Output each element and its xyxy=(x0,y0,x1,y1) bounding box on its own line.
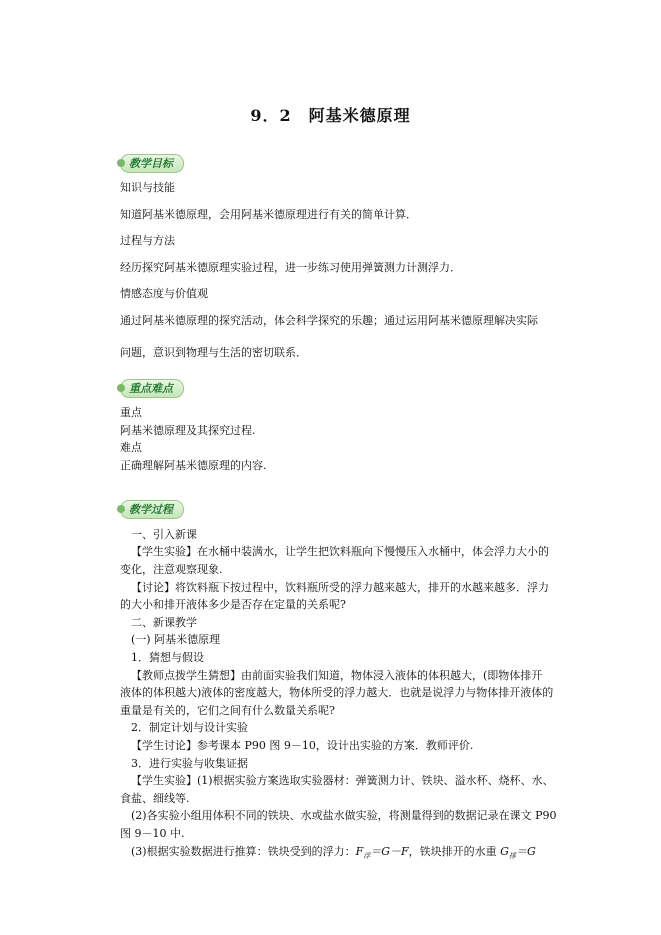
process-line-3: 变化，注意观察现象. xyxy=(120,563,223,576)
process-line-17: (2)各实验小组用体积不同的铁块、水或盐水做实验，将测量得到的数据记录在课文 P90 xyxy=(131,809,557,822)
section-badge-keypoints: 重点难点 xyxy=(120,379,184,398)
process-line-19-text-b: ，铁块排开的水重 xyxy=(408,845,501,858)
process-line-5: 的大小和排开液体多少是否存在定量的关系呢? xyxy=(120,598,346,611)
keypoints-heading-difficulty: 难点 xyxy=(120,441,142,454)
process-line-19-text-a: (3)根据实验数据进行推算：铁块受到的浮力： xyxy=(131,845,356,858)
section-badge-process: 教学过程 xyxy=(120,500,184,519)
objectives-heading-attitude: 情感态度与价值观 xyxy=(120,287,208,300)
process-line-9: 【教师点拨学生猜想】由前面实验我们知道，物体浸入液体的体积越大，(即物体排开 xyxy=(131,669,543,682)
keypoints-text-difficulty: 正确理解阿基米德原理的内容. xyxy=(120,459,267,472)
process-line-14: 3．进行实验与收集证据 xyxy=(131,757,248,770)
objectives-heading-process: 过程与方法 xyxy=(120,234,175,247)
process-line-15: 【学生实验】(1)根据实验方案选取实验器材：弹簧测力计、铁块、溢水杯、烧杯、水、 xyxy=(131,774,554,787)
process-line-6: 二、新课教学 xyxy=(131,616,197,629)
keypoints-heading-key: 重点 xyxy=(120,406,142,419)
objectives-text-attitude-1: 通过阿基米德原理的探究活动，体会科学探究的乐趣；通过运用阿基米德原理解决实际 xyxy=(120,314,538,327)
process-line-13: 【学生讨论】参考课本 P90 图 9－10，设计出实验的方案．教师评价. xyxy=(131,739,474,752)
page-title: 9．2 阿基米德原理 xyxy=(250,106,411,125)
process-line-12: 2．制定计划与设计实验 xyxy=(131,721,248,734)
section-badge-objectives: 教学目标 xyxy=(120,154,184,173)
buoyancy-formula-rest: ＝G－F xyxy=(370,845,409,858)
process-line-11: 重量是有关的，它们之间有什么数量关系呢? xyxy=(120,704,335,717)
process-line-16: 食盐、细线等. xyxy=(120,792,190,805)
objectives-text-process: 经历探究阿基米德原理实验过程，进一步练习使用弹簧测力计测浮力． xyxy=(120,261,461,274)
process-line-8: 1．猜想与假设 xyxy=(131,651,204,664)
objectives-text-attitude-2: 问题，意识到物理与生活的密切联系． xyxy=(120,346,307,359)
process-line-1: 一、引入新课 xyxy=(131,528,197,541)
keypoints-text-key: 阿基米德原理及其探究过程. xyxy=(120,424,256,437)
displaced-weight-rest: ＝G xyxy=(515,845,536,858)
displaced-weight-sub: 排 xyxy=(508,852,516,861)
objectives-text-knowledge: 知道阿基米德原理，会用阿基米德原理进行有关的简单计算． xyxy=(120,208,417,221)
buoyancy-formula-symbol: F xyxy=(355,845,364,858)
process-line-7: (一) 阿基米德原理 xyxy=(131,633,221,646)
objectives-heading-knowledge: 知识与技能 xyxy=(120,181,175,194)
process-line-18: 图 9－10 中. xyxy=(120,827,185,840)
process-line-19 xyxy=(120,845,576,863)
process-line-2: 【学生实验】在水桶中装满水，让学生把饮料瓶向下慢慢压入水桶中，体会浮力大小的 xyxy=(131,545,549,558)
displaced-weight-symbol: G xyxy=(500,845,509,858)
process-line-4: 【讨论】将饮料瓶下按过程中，饮料瓶所受的浮力越来越大，排开的水越来越多．浮力 xyxy=(131,581,549,594)
process-line-10: 液体的体积越大)液体的密度越大，物体所受的浮力越大．也就是说浮力与物体排开液体的 xyxy=(120,686,554,699)
buoyancy-formula-sub: 浮 xyxy=(363,852,371,861)
